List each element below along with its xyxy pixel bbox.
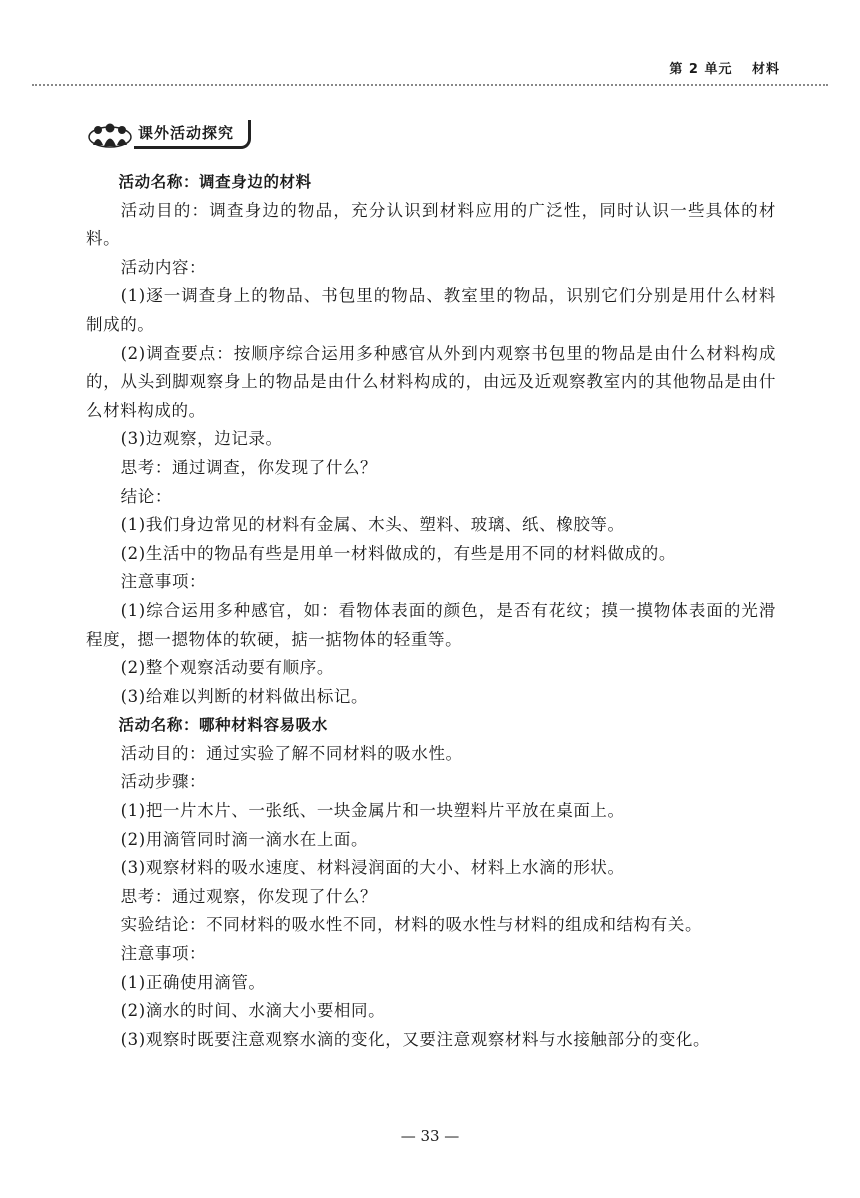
- body-paragraph: (3)观察材料的吸水速度、材料浸润面的大小、材料上水滴的形状。: [120, 858, 625, 878]
- body-paragraph: (3)观察时既要注意观察水滴的变化，又要注意观察材料与水接触部分的变化。: [120, 1029, 711, 1049]
- body-paragraph: (1)我们身边常见的材料有金属、木头、塑料、玻璃、纸、橡胶等。: [120, 515, 625, 535]
- section-title: 课外活动探究: [134, 120, 251, 149]
- header-divider: [32, 84, 828, 86]
- body-paragraph: (3)给难以判断的材料做出标记。: [120, 686, 369, 706]
- body-paragraph: (1)综合运用多种感官，如：看物体表面的颜色，是否有花纹；摸一摸物体表面的光滑程度，摁一摁物体的软硬，掂一掂物体的轻重等。: [86, 600, 776, 649]
- unit-label: 第 2 单元: [669, 62, 733, 77]
- body-paragraph: 活动步骤：: [120, 772, 207, 792]
- body-paragraph: 活动目的：通过实验了解不同材料的吸水性。: [120, 743, 463, 763]
- body-paragraph: 思考：通过观察，你发现了什么？: [120, 886, 378, 906]
- document-body: [86, 168, 776, 1054]
- people-logo-icon: [88, 122, 132, 148]
- body-paragraph: 实验结论：不同材料的吸水性不同，材料的吸水性与材料的组成和结构有关。: [120, 915, 703, 935]
- activity-heading: 活动名称：调查身边的材料: [118, 173, 312, 191]
- body-paragraph: 活动目的：调查身边的物品，充分认识到材料应用的广泛性，同时认识一些具体的材料。: [86, 200, 776, 249]
- body-paragraph: 结论：: [120, 486, 172, 506]
- activity-heading: 活动名称：哪种材料容易吸水: [118, 716, 328, 735]
- body-paragraph: (1)逐一调查身上的物品、书包里的物品、教室里的物品，识别它们分别是用什么材料制成的。: [86, 286, 776, 334]
- body-paragraph: 活动内容：: [120, 257, 207, 277]
- body-paragraph: (1)把一片木片、一张纸、一块金属片和一块塑料片平放在桌面上。: [120, 801, 625, 821]
- body-paragraph: (2)生活中的物品有些是用单一材料做成的，有些是用不同的材料做成的。: [120, 543, 676, 563]
- body-paragraph: (1)正确使用滴管。: [120, 972, 266, 992]
- section-banner: [88, 120, 251, 149]
- body-paragraph: 注意事项：: [120, 944, 207, 964]
- body-paragraph: 注意事项：: [120, 572, 207, 592]
- body-paragraph: (2)整个观察活动要有顺序。: [120, 658, 334, 678]
- body-paragraph: (2)调查要点：按顺序综合运用多种感官从外到内观察书包里的物品是由什么材料构成的，从头到脚观察身上的物品是由什么材料构成的，由远及近观察教室内的其他物品是由什么材料构成的。: [86, 343, 776, 420]
- page-number: — 33 —: [400, 1127, 460, 1145]
- body-paragraph: (2)滴水的时间、水滴大小要相同。: [120, 1001, 386, 1021]
- body-paragraph: (3)边观察，边记录。: [120, 429, 283, 449]
- body-paragraph: (2)用滴管同时滴一滴水在上面。: [120, 829, 369, 849]
- body-paragraph: 思考：通过调查，你发现了什么？: [120, 457, 378, 477]
- running-header: [669, 58, 780, 77]
- unit-title: 材料: [751, 62, 780, 77]
